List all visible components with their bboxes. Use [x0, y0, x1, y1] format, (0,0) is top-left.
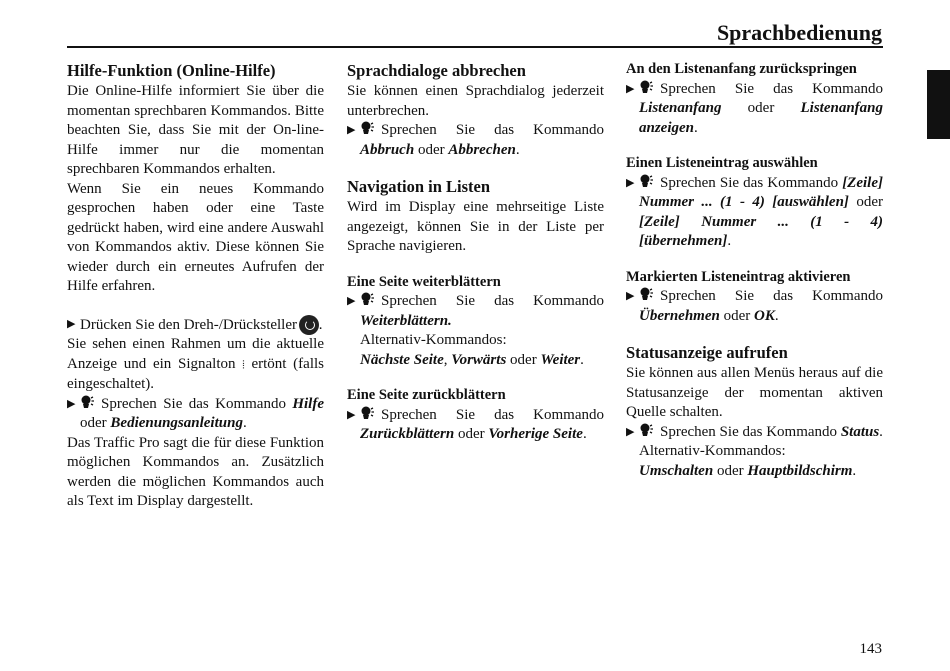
triangle-right-icon: ▶ — [626, 425, 635, 438]
section-title-help: Hilfe-Funktion (Online-Hilfe) — [67, 61, 276, 80]
speak-icon — [639, 174, 657, 188]
voice-command: Status — [840, 423, 880, 440]
instruction-step: ▶ Drücken Sie den Dreh-/Drücksteller . — [67, 316, 323, 333]
triangle-right-icon: ▶ — [347, 408, 356, 421]
speak-icon — [360, 292, 378, 306]
paragraph: Wird im Display eine mehrseitige Liste angezeigt, können Sie in der Liste per Sprache navigieren. — [347, 199, 604, 254]
voice-command: Abbruch — [360, 141, 415, 158]
voice-command: Weiterblättern. — [360, 312, 452, 329]
instruction-step: ▶ Sprechen Sie das Kommando Listenanfang oder Listenanfang anzeigen. — [626, 80, 883, 136]
rotary-push-knob-icon — [299, 315, 319, 335]
voice-command: Übernehmen — [639, 307, 720, 324]
triangle-right-icon: ▶ — [67, 397, 76, 410]
voice-command: [Zeile] Nummer ... (1 - 4) [übernehmen] — [639, 213, 883, 249]
paragraph: Das Traffic Pro sagt die für diese Funktion möglichen Kommandos an. Zusätzlich werden die möglichen Kommandos auch als Text im Display dargestellt. — [67, 434, 324, 509]
section-title-list-navigation: Navigation in Listen — [347, 177, 491, 196]
alternative-commands-label: Alternativ-Kommandos: — [639, 443, 786, 459]
paragraph: Sie können aus allen Menüs heraus auf die Statusanzeige der momentan aktiven Quelle schalten. — [626, 365, 883, 420]
alternative-commands: Nächste Seite, Vorwärts oder Weiter. — [360, 351, 584, 368]
instruction-step: ▶ Sprechen Sie das Kommando Weiterblättern. Alternativ-Kommandos: Nächste Seite, Vorwärts oder Weiter. — [347, 292, 604, 370]
subsection-title-select-entry: Einen Listeneintrag auswählen — [626, 155, 818, 171]
voice-command: Abbrechen — [448, 141, 516, 158]
page-header-title: Sprachbedienung — [716, 20, 882, 45]
alternative-commands-label: Alternativ-Kommandos: — [360, 332, 507, 348]
instruction-step: ▶ Sprechen Sie das Kommando Hilfe oder Bedienungsanleitung. — [67, 395, 324, 431]
triangle-right-icon: ▶ — [347, 295, 356, 307]
triangle-right-icon: ▶ — [626, 82, 635, 95]
triangle-right-icon: ▶ — [347, 124, 356, 136]
instruction-step: ▶ Sprechen Sie das Kommando [Zeile] Nummer ... (1 - 4) [auswählen] oder [Zeile] Nummer ... (1 - 4) [übernehmen]. — [626, 174, 883, 249]
alternative-commands: Umschalten oder Hauptbildschirm. — [639, 462, 857, 479]
paragraph: Sie sehen einen Rahmen um die aktuelle Anzeige und ein Signalton ⦙ ertönt (falls eingeschaltet). — [67, 336, 324, 392]
column-help-function — [67, 60, 324, 512]
section-title-cancel: Sprachdialoge abbrechen — [347, 61, 526, 80]
paragraph: Sie können einen Sprachdialog jederzeit unterbrechen. — [347, 83, 604, 119]
subsection-title-activate-entry: Markierten Listeneintrag aktivieren — [626, 268, 851, 285]
header-rule — [67, 46, 883, 48]
triangle-right-icon: ▶ — [626, 176, 635, 189]
triangle-right-icon: ▶ — [67, 317, 76, 330]
page-number: 143 — [859, 641, 882, 657]
paragraph: Wenn Sie ein neues Kommando gesprochen haben oder eine Taste gedrückt haben, wird eine andere Auswahl von Kommandos aktiv. Diese können Sie wieder durch ein erneutes Aufrufen der Hilfe erfahren. — [67, 180, 324, 294]
subsection-title-list-start: An den Listenanfang zurückspringen — [626, 61, 857, 77]
instruction-step: ▶ Sprechen Sie das Kommando Zurückblättern oder Vorherige Seite. — [347, 406, 604, 442]
voice-command: Hilfe — [292, 395, 324, 412]
voice-command: Listenanfang — [639, 100, 722, 116]
subsection-title-next-page: Eine Seite weiterblättern — [347, 273, 501, 290]
speak-icon — [360, 121, 378, 135]
voice-command: [Zeile] Nummer ... (1 - 4) [auswählen] — [639, 174, 883, 210]
instruction-step: ▶ Sprechen Sie das Kommando Abbruch oder Abbrechen. — [347, 122, 604, 158]
speak-icon — [360, 406, 378, 420]
voice-command: Vorherige Seite — [488, 426, 583, 442]
speak-icon — [639, 287, 657, 301]
paragraph: Die Online-Hilfe informiert Sie über die momentan sprechbaren Kommandos. Bitte beachten Sie, dass Sie mit der On-line-Hilfe immer nur die momentan sprechbaren Kommandos erhalten. — [67, 83, 324, 177]
speak-icon — [639, 423, 657, 437]
column-list-navigation — [347, 60, 604, 445]
speak-icon — [80, 395, 98, 409]
subsection-title-previous-page: Eine Seite zurückblättern — [347, 387, 506, 403]
speak-icon — [639, 80, 657, 94]
column-list-commands — [626, 60, 883, 481]
voice-command: Bedienungsanleitung — [110, 415, 243, 431]
voice-command: OK — [754, 307, 775, 324]
triangle-right-icon: ▶ — [626, 290, 635, 302]
voice-command: Listenanfang anzeigen — [639, 100, 883, 136]
instruction-step: ▶ Sprechen Sie das Kommando Status. Alternativ-Kommandos: Umschalten oder Hauptbildschirm. — [626, 423, 883, 482]
chapter-tab-marker — [927, 70, 950, 139]
voice-command: Zurückblättern — [360, 426, 455, 442]
section-title-status-display: Statusanzeige aufrufen — [626, 343, 788, 362]
signal-tone-icon: ⦙ — [242, 358, 245, 371]
instruction-step: ▶ Sprechen Sie das Kommando Übernehmen oder OK. — [626, 288, 883, 324]
